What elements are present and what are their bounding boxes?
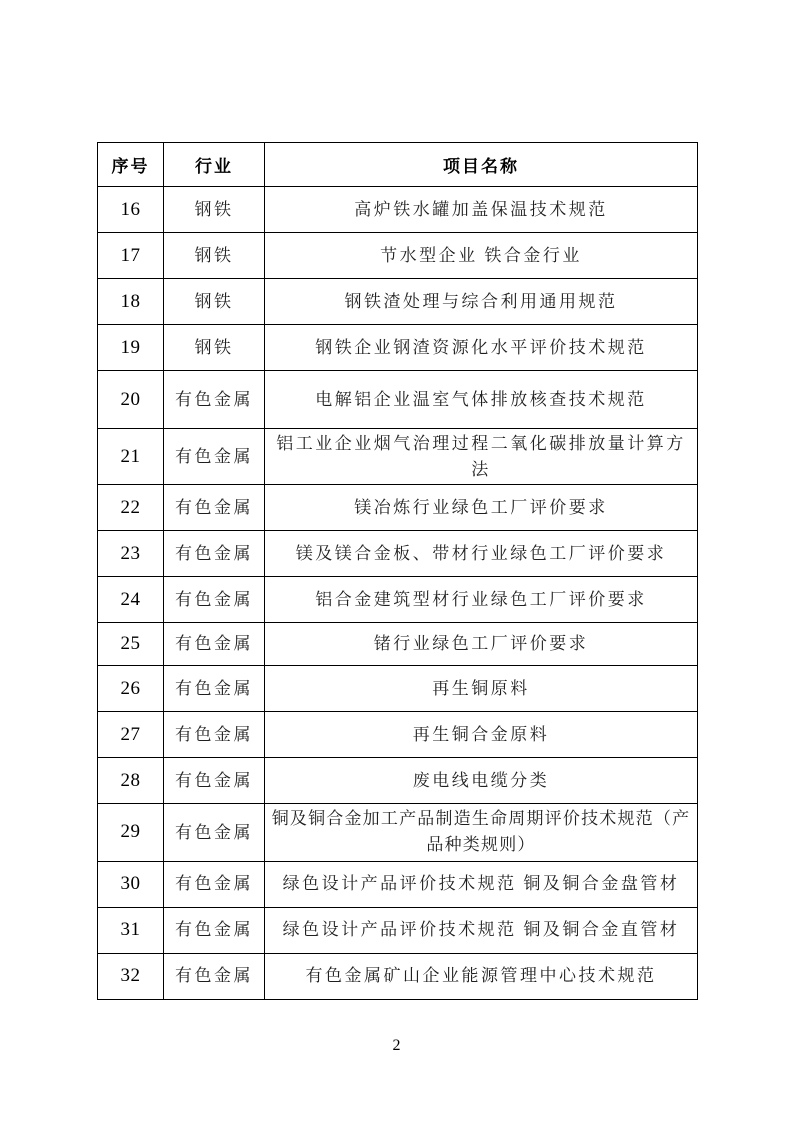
industry-cell: 有色金属 xyxy=(164,861,265,907)
serial-number-cell: 25 xyxy=(98,623,164,666)
col-header-serial-number: 序号 xyxy=(98,143,164,187)
page-number: 2 xyxy=(392,1037,401,1054)
industry-cell: 钢铁 xyxy=(164,325,265,371)
serial-number-cell: 28 xyxy=(98,758,164,804)
table-row xyxy=(98,953,698,999)
industry-cell: 有色金属 xyxy=(164,371,265,429)
serial-number-cell: 30 xyxy=(98,861,164,907)
col-header-industry: 行业 xyxy=(164,143,265,187)
table-row xyxy=(98,907,698,953)
project-name-cell: 镁冶炼行业绿色工厂评价要求 xyxy=(265,485,698,531)
project-name-cell: 有色金属矿山企业能源管理中心技术规范 xyxy=(265,953,698,999)
industry-cell: 有色金属 xyxy=(164,623,265,666)
industry-cell: 钢铁 xyxy=(164,233,265,279)
project-name-cell: 绿色设计产品评价技术规范 铜及铜合金直管材 xyxy=(265,907,698,953)
project-name-cell: 铝工业企业烟气治理过程二氧化碳排放量计算方法 xyxy=(265,429,698,485)
table-row xyxy=(98,758,698,804)
industry-cell: 有色金属 xyxy=(164,712,265,758)
serial-number-cell: 17 xyxy=(98,233,164,279)
table-row xyxy=(98,861,698,907)
industry-cell: 有色金属 xyxy=(164,758,265,804)
serial-number-cell: 19 xyxy=(98,325,164,371)
table-row xyxy=(98,325,698,371)
serial-number-cell: 18 xyxy=(98,279,164,325)
serial-number-cell: 26 xyxy=(98,666,164,712)
col-header-project-name: 项目名称 xyxy=(265,143,698,187)
table-row xyxy=(98,187,698,233)
project-name-cell: 镁及镁合金板、带材行业绿色工厂评价要求 xyxy=(265,531,698,577)
serial-number-cell: 32 xyxy=(98,953,164,999)
industry-cell: 有色金属 xyxy=(164,907,265,953)
table-row xyxy=(98,371,698,429)
serial-number-cell: 24 xyxy=(98,577,164,623)
industry-cell: 钢铁 xyxy=(164,279,265,325)
table-row xyxy=(98,666,698,712)
project-name-cell: 电解铝企业温室气体排放核查技术规范 xyxy=(265,371,698,429)
project-name-cell: 铜及铜合金加工产品制造生命周期评价技术规范（产品种类规则） xyxy=(265,804,698,862)
serial-number-cell: 20 xyxy=(98,371,164,429)
project-list-table xyxy=(97,142,698,1000)
table-row xyxy=(98,712,698,758)
industry-cell: 有色金属 xyxy=(164,577,265,623)
serial-number-cell: 27 xyxy=(98,712,164,758)
serial-number-cell: 29 xyxy=(98,804,164,862)
table-row xyxy=(98,577,698,623)
industry-cell: 有色金属 xyxy=(164,953,265,999)
serial-number-cell: 23 xyxy=(98,531,164,577)
table-row xyxy=(98,531,698,577)
project-name-cell: 铝合金建筑型材行业绿色工厂评价要求 xyxy=(265,577,698,623)
industry-cell: 有色金属 xyxy=(164,666,265,712)
project-name-cell: 再生铜合金原料 xyxy=(265,712,698,758)
serial-number-cell: 21 xyxy=(98,429,164,485)
table-row xyxy=(98,485,698,531)
project-name-cell: 再生铜原料 xyxy=(265,666,698,712)
project-name-cell: 高炉铁水罐加盖保温技术规范 xyxy=(265,187,698,233)
project-name-cell: 钢铁企业钢渣资源化水平评价技术规范 xyxy=(265,325,698,371)
serial-number-cell: 31 xyxy=(98,907,164,953)
industry-cell: 有色金属 xyxy=(164,531,265,577)
table-row xyxy=(98,804,698,862)
table-row xyxy=(98,233,698,279)
project-name-cell: 废电线电缆分类 xyxy=(265,758,698,804)
industry-cell: 有色金属 xyxy=(164,485,265,531)
industry-cell: 有色金属 xyxy=(164,429,265,485)
project-name-cell: 钢铁渣处理与综合利用通用规范 xyxy=(265,279,698,325)
table-row xyxy=(98,429,698,485)
table-header-row xyxy=(98,143,698,187)
table-row xyxy=(98,623,698,666)
industry-cell: 钢铁 xyxy=(164,187,265,233)
serial-number-cell: 16 xyxy=(98,187,164,233)
table-row xyxy=(98,279,698,325)
project-name-cell: 锗行业绿色工厂评价要求 xyxy=(265,623,698,666)
project-name-cell: 绿色设计产品评价技术规范 铜及铜合金盘管材 xyxy=(265,861,698,907)
industry-cell: 有色金属 xyxy=(164,804,265,862)
serial-number-cell: 22 xyxy=(98,485,164,531)
project-name-cell: 节水型企业 铁合金行业 xyxy=(265,233,698,279)
